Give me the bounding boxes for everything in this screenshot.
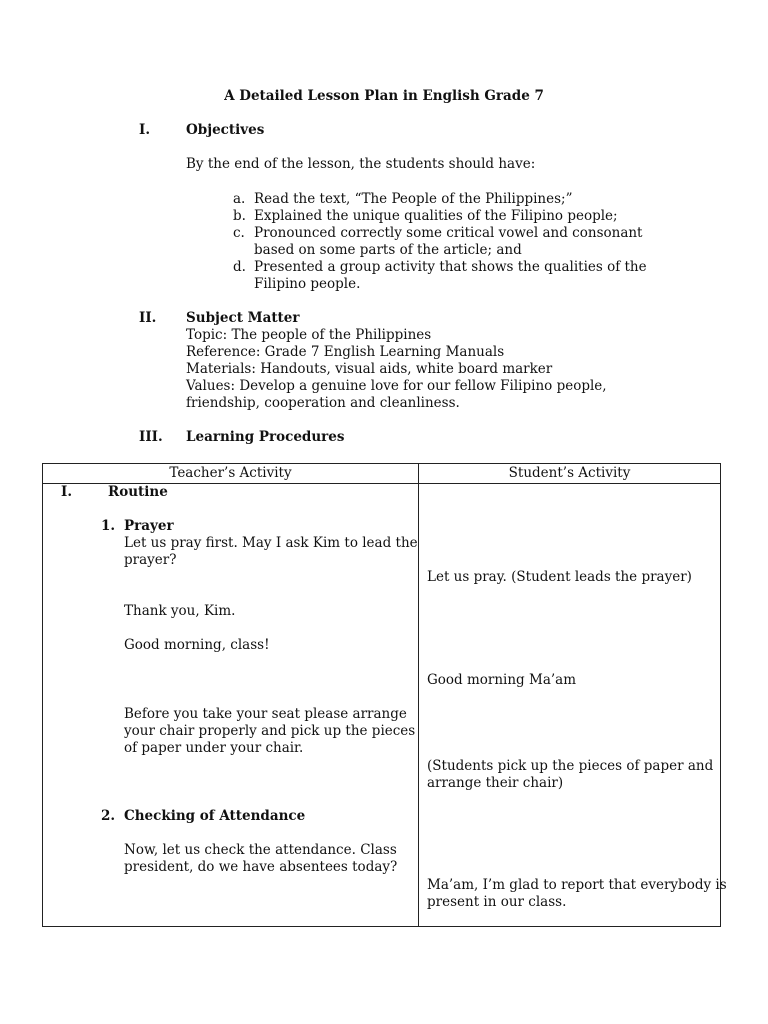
student-arrange-response: (Students pick up the pieces of paper and	[427, 758, 714, 774]
teacher-thanks: Thank you, Kim.	[124, 603, 236, 619]
teacher-activity-header: Teacher’s Activity	[43, 464, 419, 484]
objective-letter: d.	[233, 259, 246, 275]
subject-materials: Materials: Handouts, visual aids, white board marker	[186, 361, 553, 377]
objective-text: Presented a group activity that shows the qualities of the	[254, 259, 647, 275]
teacher-prayer-text-continued: prayer?	[124, 552, 177, 568]
subject-matter-numeral: II.	[139, 310, 157, 326]
teacher-greeting: Good morning, class!	[124, 637, 270, 653]
subject-values-continued: friendship, cooperation and cleanliness.	[186, 395, 460, 411]
objective-letter: b.	[233, 208, 246, 224]
document-title: A Detailed Lesson Plan in English Grade 7	[224, 88, 544, 104]
table-row	[43, 484, 721, 927]
student-prayer-response: Let us pray. (Student leads the prayer)	[427, 569, 692, 585]
subject-reference: Reference: Grade 7 English Learning Manuals	[186, 344, 505, 360]
attendance-number: 2.	[101, 808, 116, 824]
student-greeting-response: Good morning Ma’am	[427, 672, 577, 688]
student-arrange-response-continued: arrange their chair)	[427, 775, 564, 791]
teacher-arrange-instruction-continued: your chair properly and pick up the pieces	[124, 723, 416, 739]
teacher-prayer-text: Let us pray first. May I ask Kim to lead the	[124, 535, 418, 551]
routine-numeral: I.	[61, 484, 73, 500]
student-activity-header: Student’s Activity	[419, 464, 721, 484]
teacher-arrange-instruction-end: of paper under your chair.	[124, 740, 304, 756]
prayer-heading: Prayer	[124, 518, 174, 534]
attendance-heading: Checking of Attendance	[124, 808, 306, 824]
objective-text: Read the text, “The People of the Philippines;”	[254, 191, 573, 207]
learning-procedures-table	[42, 463, 727, 927]
teacher-attendance-question: Now, let us check the attendance. Class	[124, 842, 397, 858]
subject-values: Values: Develop a genuine love for our fellow Filipino people,	[186, 378, 607, 394]
student-attendance-report: Ma’am, I’m glad to report that everybody is	[427, 877, 727, 893]
objective-text: Pronounced correctly some critical vowel and consonant	[254, 225, 643, 241]
routine-heading: Routine	[108, 484, 168, 500]
objectives-intro: By the end of the lesson, the students should have:	[186, 156, 536, 172]
objective-text: Explained the unique qualities of the Filipino people;	[254, 208, 618, 224]
objective-letter: c.	[233, 225, 245, 241]
objectives-numeral: I.	[139, 122, 151, 138]
student-activity-cell	[419, 484, 727, 927]
table-header-row	[43, 464, 721, 484]
teacher-arrange-instruction: Before you take your seat please arrange	[124, 706, 407, 722]
teacher-activity-cell	[43, 484, 419, 927]
subject-matter-heading: Subject Matter	[186, 310, 300, 326]
procedures-numeral: III.	[139, 429, 163, 445]
subject-topic: Topic: The people of the Philippines	[186, 327, 432, 343]
prayer-number: 1.	[101, 518, 116, 534]
objective-text-continued: based on some parts of the article; and	[254, 242, 522, 258]
procedures-heading: Learning Procedures	[186, 429, 345, 445]
student-attendance-report-continued: present in our class.	[427, 894, 567, 910]
objective-letter: a.	[233, 191, 246, 207]
objective-text-continued: Filipino people.	[254, 276, 361, 292]
objectives-heading: Objectives	[186, 122, 265, 138]
teacher-attendance-question-continued: president, do we have absentees today?	[124, 859, 398, 875]
